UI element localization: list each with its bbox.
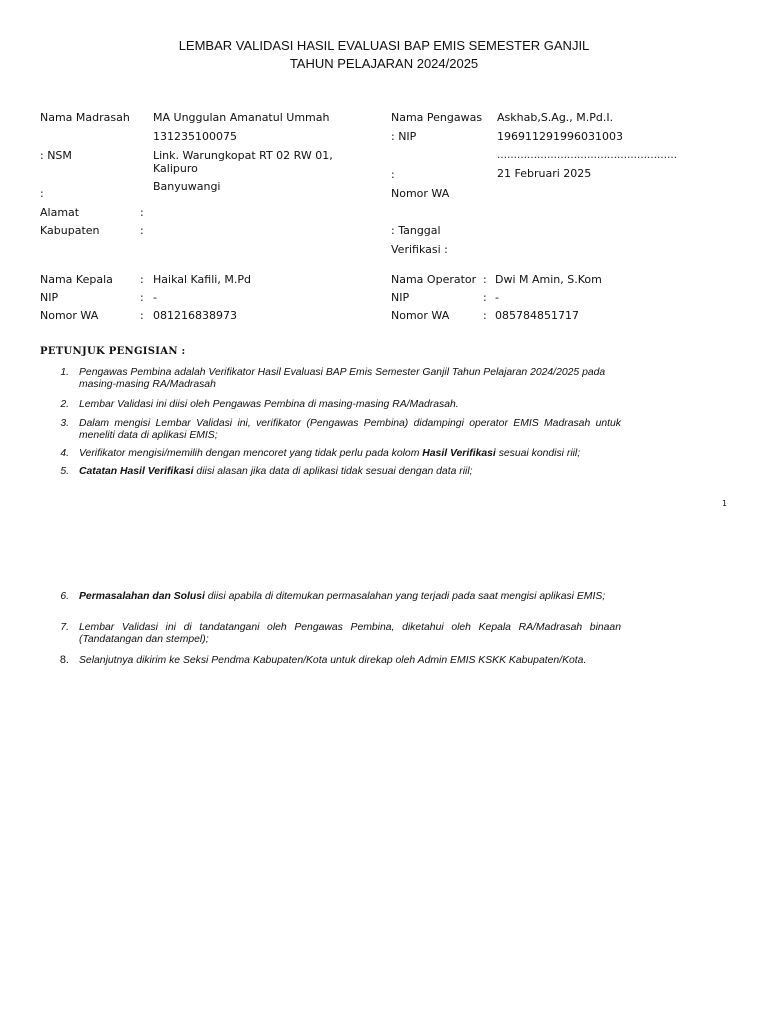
instruction-item-3: Dalam mengisi Lembar Validasi ini, verifikator (Pengawas Pembina) didampingi operator EMIS Madrasah untuk meneliti data di aplikasi EMIS; [79,418,621,441]
dotted-line: ……………………………………………… [497,150,677,161]
document-title-line2: TAHUN PELAJARAN 2024/2025 [289,56,479,71]
kabupaten-label: Kabupaten [40,224,100,237]
kepala-nama-value: Haikal Kafili, M.Pd [153,273,251,286]
nama-madrasah-label: Nama Madrasah [40,111,130,124]
item-number: 6. [60,591,69,602]
petunjuk-heading: PETUNJUK PENGISIAN : [40,346,186,357]
item-6-text-after: diisi apabila di ditemukan permasalahan yang terjadi pada saat mengisi aplikasi EMIS; [204,591,606,602]
item-number: 7. [60,622,69,633]
pengawas-wa-label: Nomor WA [391,187,450,200]
item-number: 4. [60,448,69,459]
kepala-nama-label: Nama Kepala [40,273,113,286]
kepala-nip-label: NIP [40,291,59,304]
kepala-wa-colon: : [140,309,144,322]
operator-nama-value: Dwi M Amin, S.Kom [495,273,602,286]
pengawas-nip-value: 196911291996031003 [497,130,623,143]
item-number: 2. [60,399,69,410]
instruction-item-8: Selanjutnya dikirim ke Seksi Pendma Kabupaten/Kota untuk direkap oleh Admin EMIS KSKK Kabupaten/Kota. [79,655,587,666]
kepala-wa-value: 081216838973 [153,309,237,322]
kabupaten-value: Banyuwangi [153,180,221,193]
stray-colon: : [40,187,44,200]
operator-wa-label: Nomor WA [391,309,450,322]
operator-wa-colon: : [483,309,487,322]
permasalahan-bold: Permasalahan dan Solusi [79,591,205,602]
kepala-nama-colon: : [140,273,144,286]
item-number: 8. [59,654,69,666]
nama-madrasah-value: MA Unggulan Amanatul Ummah [153,111,330,124]
operator-nip-value: - [495,291,499,304]
nama-pengawas-label: Nama Pengawas [391,111,483,124]
alamat-colon: : [140,206,144,219]
alamat-value-line1: Link. Warungkopat RT 02 RW 01, [153,149,333,162]
alamat-label: Alamat [40,206,80,219]
instruction-item-2: Lembar Validasi ini diisi oleh Pengawas Pembina di masing-masing RA/Madrasah. [79,399,459,410]
kabupaten-colon: : [140,224,144,237]
operator-wa-value: 085784851717 [495,309,579,322]
right-colon: : [391,168,395,181]
verifikasi-label: Verifikasi : [391,243,448,256]
item-5-text-after: diisi alasan jika data di aplikasi tidak sesuai dengan data riil; [193,466,473,477]
item-number: 3. [60,418,69,429]
item-4-text-after: sesuai kondisi riil; [495,448,581,459]
operator-nama-colon: : [483,273,487,286]
nsm-value: 131235100075 [153,130,237,143]
nsm-label: : NSM [40,149,72,162]
kepala-nip-colon: : [140,291,144,304]
instruction-item-7: Lembar Validasi ini di tandatangani oleh Pengawas Pembina, diketahui oleh Kepala RA/Madrasah binaan (Tandatangan dan stempel); [79,622,621,645]
item-number: 1. [60,367,69,378]
pengawas-nip-label: : NIP [391,130,417,143]
hasil-verifikasi-bold: Hasil Verifikasi [422,448,496,459]
kepala-wa-label: Nomor WA [40,309,99,322]
operator-nama-label: Nama Operator [391,273,477,286]
tanggal-value: 21 Februari 2025 [497,167,592,180]
instruction-item-6 [79,591,624,603]
instruction-item-4 [79,448,580,460]
catatan-bold: Catatan Hasil Verifikasi [79,466,194,477]
kepala-nip-value: - [153,291,157,304]
instruction-item-5 [79,466,473,478]
item-4-text-before: Verifikator mengisi/memilih dengan mencoret yang tidak perlu pada kolom [79,448,423,459]
tanggal-label: : Tanggal [391,224,441,237]
item-number: 5. [60,466,69,477]
instruction-item-1: Pengawas Pembina adalah Verifikator Hasil Evaluasi BAP Emis Semester Ganjil Tahun Pelajaran 2024/2025 pada masing-masing RA/Madrasah [79,367,606,390]
nama-pengawas-value: Askhab,S.Ag., M.Pd.I. [497,111,614,124]
operator-nip-label: NIP [391,291,410,304]
page-number: 1 [722,499,728,508]
alamat-value-line2: Kalipuro [153,162,198,175]
operator-nip-colon: : [483,291,487,304]
document-title-line1: LEMBAR VALIDASI HASIL EVALUASI BAP EMIS SEMESTER GANJIL [178,38,590,53]
